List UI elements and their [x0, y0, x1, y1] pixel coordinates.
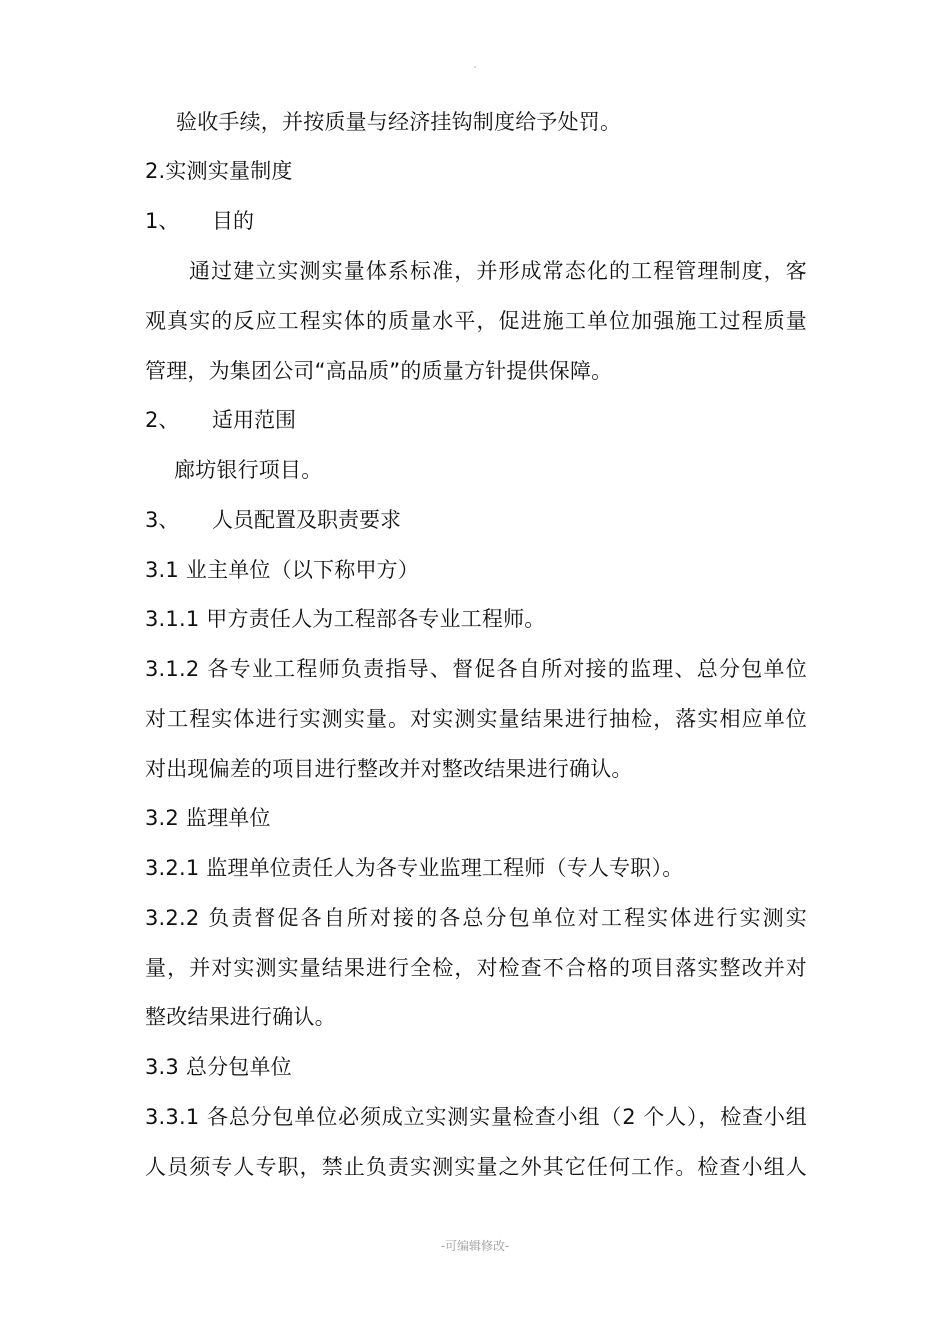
heading-number: 2、 [145, 408, 180, 432]
scan-dot [474, 66, 476, 68]
paragraph-line: 3.2.2 负责督促各自所对接的各总分包单位对工程实体进行实测实 [145, 906, 807, 930]
subsection-heading: 3.1 业主单位（以下称甲方） [145, 558, 420, 582]
heading-text: 目的 [212, 209, 254, 233]
paragraph-line: 人员须专人专职，禁止负责实测实量之外其它任何工作。检查小组人 [145, 1155, 807, 1179]
paragraph-line: 通过建立实测实量体系标准，并形成常态化的工程管理制度，客 [189, 259, 807, 283]
paragraph-line: 廊坊银行项目。 [174, 458, 323, 482]
numbered-heading [145, 506, 401, 534]
page-footer: -可编辑修改- [440, 1239, 510, 1253]
section-heading: 2.实测实量制度 [145, 159, 293, 183]
paragraph-line: 3.3.1 各总分包单位必须成立实测实量检查小组（2 个人），检查小组 [145, 1105, 807, 1129]
heading-text: 适用范围 [212, 408, 296, 432]
paragraph-line: 3.2.1 监理单位责任人为各专业监理工程师（专人专职）。 [145, 856, 684, 880]
numbered-heading [145, 406, 296, 434]
paragraph-line: 整改结果进行确认。 [145, 1005, 336, 1029]
paragraph-line: 对出现偏差的项目进行整改并对整改结果进行确认。 [145, 757, 633, 781]
paragraph-line: 管理，为集团公司“高品质”的质量方针提供保障。 [145, 359, 613, 383]
subsection-heading: 3.3 总分包单位 [145, 1055, 292, 1079]
numbered-heading [145, 207, 254, 235]
paragraph-line: 量，并对实测实量结果进行全检，对检查不合格的项目落实整改并对 [145, 956, 807, 980]
subsection-heading: 3.2 监理单位 [145, 806, 271, 830]
paragraph-line: 验收手续，并按质量与经济挂钩制度给予处罚。 [176, 110, 622, 134]
heading-number: 3、 [145, 508, 180, 532]
heading-text: 人员配置及职责要求 [212, 508, 401, 532]
paragraph-line: 对工程实体进行实测实量。对实测实量结果进行抽检，落实相应单位 [145, 707, 807, 731]
heading-number: 1、 [145, 209, 180, 233]
paragraph-line: 观真实的反应工程实体的质量水平，促进施工单位加强施工过程质量 [145, 309, 807, 333]
paragraph-line: 3.1.2 各专业工程师负责指导、督促各自所对接的监理、总分包单位 [145, 657, 807, 681]
paragraph-line: 3.1.1 甲方责任人为工程部各专业工程师。 [145, 607, 546, 631]
